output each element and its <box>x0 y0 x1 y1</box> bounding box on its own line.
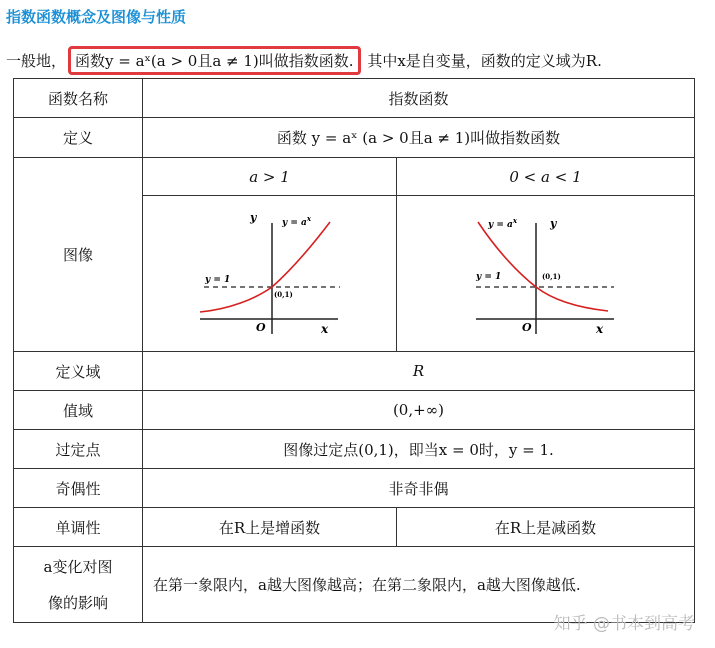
decreasing-exponential-graph <box>466 209 626 339</box>
point-label: (0,1) <box>273 289 293 299</box>
graph-header-increasing: a > 1 <box>143 158 397 196</box>
intro-prefix: 一般地， <box>6 52 67 70</box>
table-row <box>14 158 695 196</box>
graph-cell-decreasing <box>397 196 695 352</box>
row-value-definition: 函数 y = aˣ (a > 0且a ≠ 1)叫做指数函数 <box>143 118 695 158</box>
origin-label: O <box>521 320 532 334</box>
table-row <box>14 508 695 547</box>
table-row <box>14 352 695 391</box>
row-label-effect: a变化对图 像的影响 <box>14 547 143 623</box>
row-label-name: 函数名称 <box>14 79 143 118</box>
increasing-exponential-graph <box>190 209 350 339</box>
row-value-fixed-point: 图像过定点(0,1)，即当x = 0时，y = 1. <box>143 430 695 469</box>
x-axis-label: x <box>595 321 603 336</box>
row-value-effect: 在第一象限内，a越大图像越高；在第二象限内，a越大图像越低. <box>143 547 695 623</box>
line-label: y = 1 <box>475 271 501 282</box>
line-label: y = 1 <box>204 274 230 285</box>
row-value-monotonicity-decreasing: 在R上是减函数 <box>397 508 695 547</box>
row-label-definition: 定义 <box>14 118 143 158</box>
row-label-range: 值域 <box>14 391 143 430</box>
table-row <box>14 469 695 508</box>
graph-cell-increasing <box>143 196 397 352</box>
table-row <box>14 391 695 430</box>
x-axis-label: x <box>320 321 328 336</box>
row-value-parity: 非奇非偶 <box>143 469 695 508</box>
origin-label: O <box>255 320 266 334</box>
row-value-monotonicity-increasing: 在R上是增函数 <box>143 508 397 547</box>
row-label-domain: 定义域 <box>14 352 143 391</box>
page-title: 指数函数概念及图像与性质 <box>6 8 187 26</box>
properties-table <box>13 78 695 623</box>
table-row <box>14 118 695 158</box>
row-label-monotonicity: 单调性 <box>14 508 143 547</box>
row-label-parity: 奇偶性 <box>14 469 143 508</box>
graph-header-decreasing: 0 < a < 1 <box>397 158 695 196</box>
y-axis-label: y <box>249 210 256 224</box>
curve-label: $y = a^x$ <box>281 213 311 228</box>
highlighted-definition: 函数y = aˣ(a > 0且a ≠ 1)叫做指数函数. <box>68 46 361 75</box>
increasing-curve <box>200 222 330 312</box>
intro-text <box>6 46 602 75</box>
watermark: 知乎 @书本到高考 <box>553 614 695 634</box>
row-label-graph: 图像 <box>14 158 143 352</box>
row-label-fixed-point: 过定点 <box>14 430 143 469</box>
row-value-range: (0,+∞) <box>143 391 695 430</box>
y-axis-label: y <box>549 216 556 230</box>
point-label: (0,1) <box>541 271 561 281</box>
row-value-domain: R <box>143 352 695 391</box>
decreasing-curve <box>478 222 608 311</box>
row-value-name: 指数函数 <box>143 79 695 118</box>
intro-suffix: 其中x是自变量，函数的定义域为R. <box>362 52 602 70</box>
curve-label: $y = a^x$ <box>487 215 517 230</box>
table-row <box>14 430 695 469</box>
table-row <box>14 79 695 118</box>
